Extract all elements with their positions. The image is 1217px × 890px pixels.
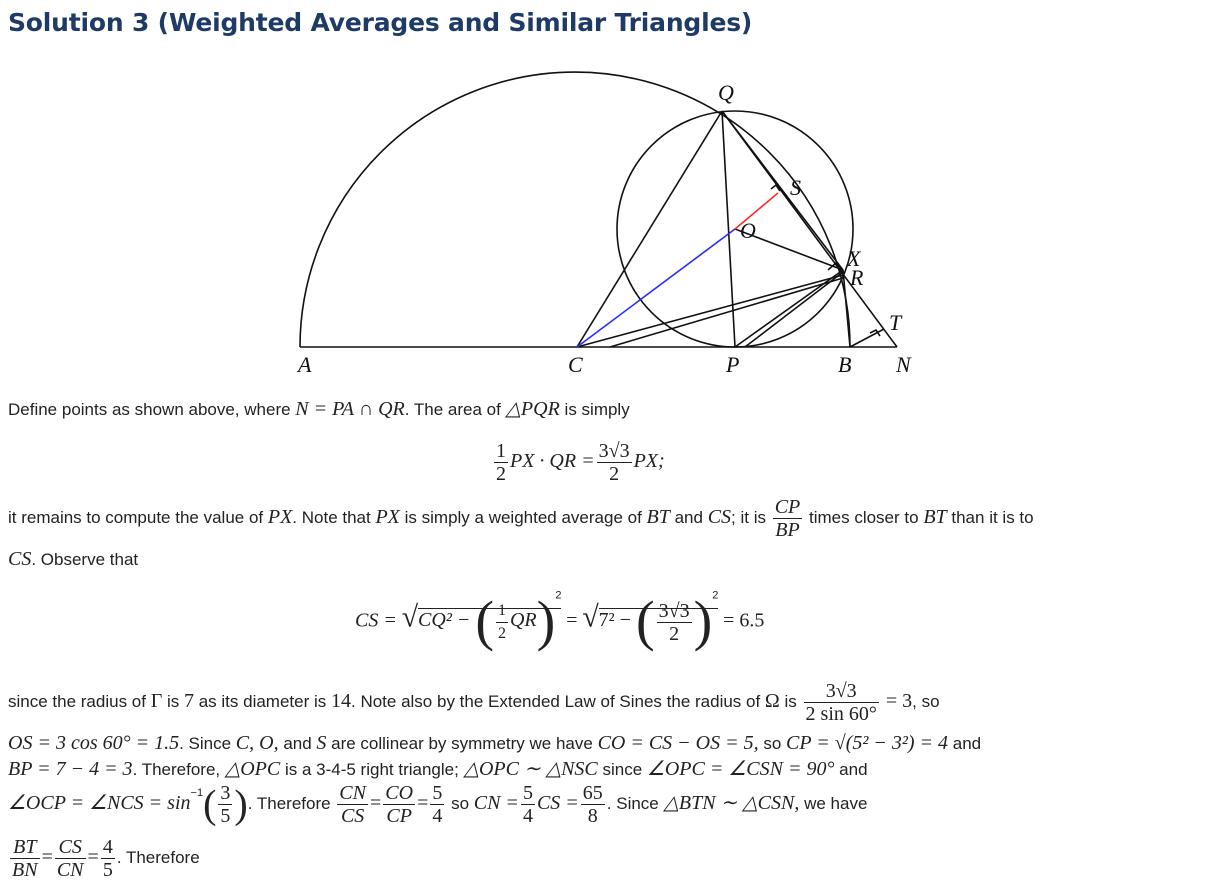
label-Q: Q xyxy=(718,80,734,105)
label-B: B xyxy=(838,352,852,377)
equation-CS: CS = √CQ² − ( $\frac{1}{2}$ QR)$^2$ = √7² − ( $\frac{3√3}{2}$ )$^2$ = 6.5 xyxy=(355,590,765,653)
label-N: N xyxy=(896,352,911,377)
label-S: S xyxy=(790,175,801,200)
paragraph-triangle: BP = 7 − 4 = 3. Therefore, △OPC is a 3-4-5 right triangle; △OPC ∼ △NSC since ∠OPC = ∠CSN = 90° and xyxy=(8,758,868,780)
label-X: X xyxy=(847,246,861,271)
paragraph-therefore: $\frac{BT}{BN}$ = $\frac{CS}{CN}$ = $\frac{4}{5}$ . Therefore xyxy=(12,836,200,881)
label-P: P xyxy=(726,352,740,377)
paragraph-similar: ∠OCP = ∠NCS = $\sin^{-1}$( $\frac{3}{5}$ ). Therefore $\frac{CN}{CS}$ = $\frac{CO}{CP}$ = $\frac{5}{4}$ so CN = $\frac{5}{4}$ CS = $\frac{65}{8}$ . Since △BTN ∼ △CSN, we have xyxy=(8,781,868,827)
label-A: A xyxy=(298,352,312,377)
geometry-figure xyxy=(0,60,1000,380)
paragraph-observe: CS. Observe that xyxy=(8,548,139,570)
paragraph-weighted: it remains to compute the value of PX. Note that PX is simply a weighted average of BT and CS; it is $\frac{CP}{BP}$ times closer to BT than it is to xyxy=(8,496,1034,541)
math-N-def: N = PA ∩ QR xyxy=(295,398,405,420)
page-title: Solution 3 (Weighted Averages and Similar Triangles) xyxy=(8,8,753,37)
paragraph-collinear: OS = 3 cos 60° = 1.5. Since C, O, and S are collinear by symmetry we have CO = CS − OS = 5, so CP = √(5² − 3²) = 4 and xyxy=(8,732,982,754)
paragraph-radius: since the radius of Γ is 7 as its diameter is 14. Note also by the Extended Law of Sines the radius of Ω is $\frac{3√3}{2 \sin 60^\circ}$ = 3, so xyxy=(8,680,940,725)
paragraph-define: Define points as shown above, where N = PA ∩ QR. The area of △PQR is simply xyxy=(8,398,630,420)
label-T: T xyxy=(889,310,902,335)
label-C: C xyxy=(568,352,583,377)
label-O: O xyxy=(740,218,756,243)
label-R: R xyxy=(850,265,864,290)
blue-segment-CO xyxy=(577,229,735,347)
semicircle-gamma xyxy=(300,72,850,347)
equation-area: $\frac{1}{2}$ PX · QR = $\frac{3√3}{2}$ PX; xyxy=(496,440,665,485)
